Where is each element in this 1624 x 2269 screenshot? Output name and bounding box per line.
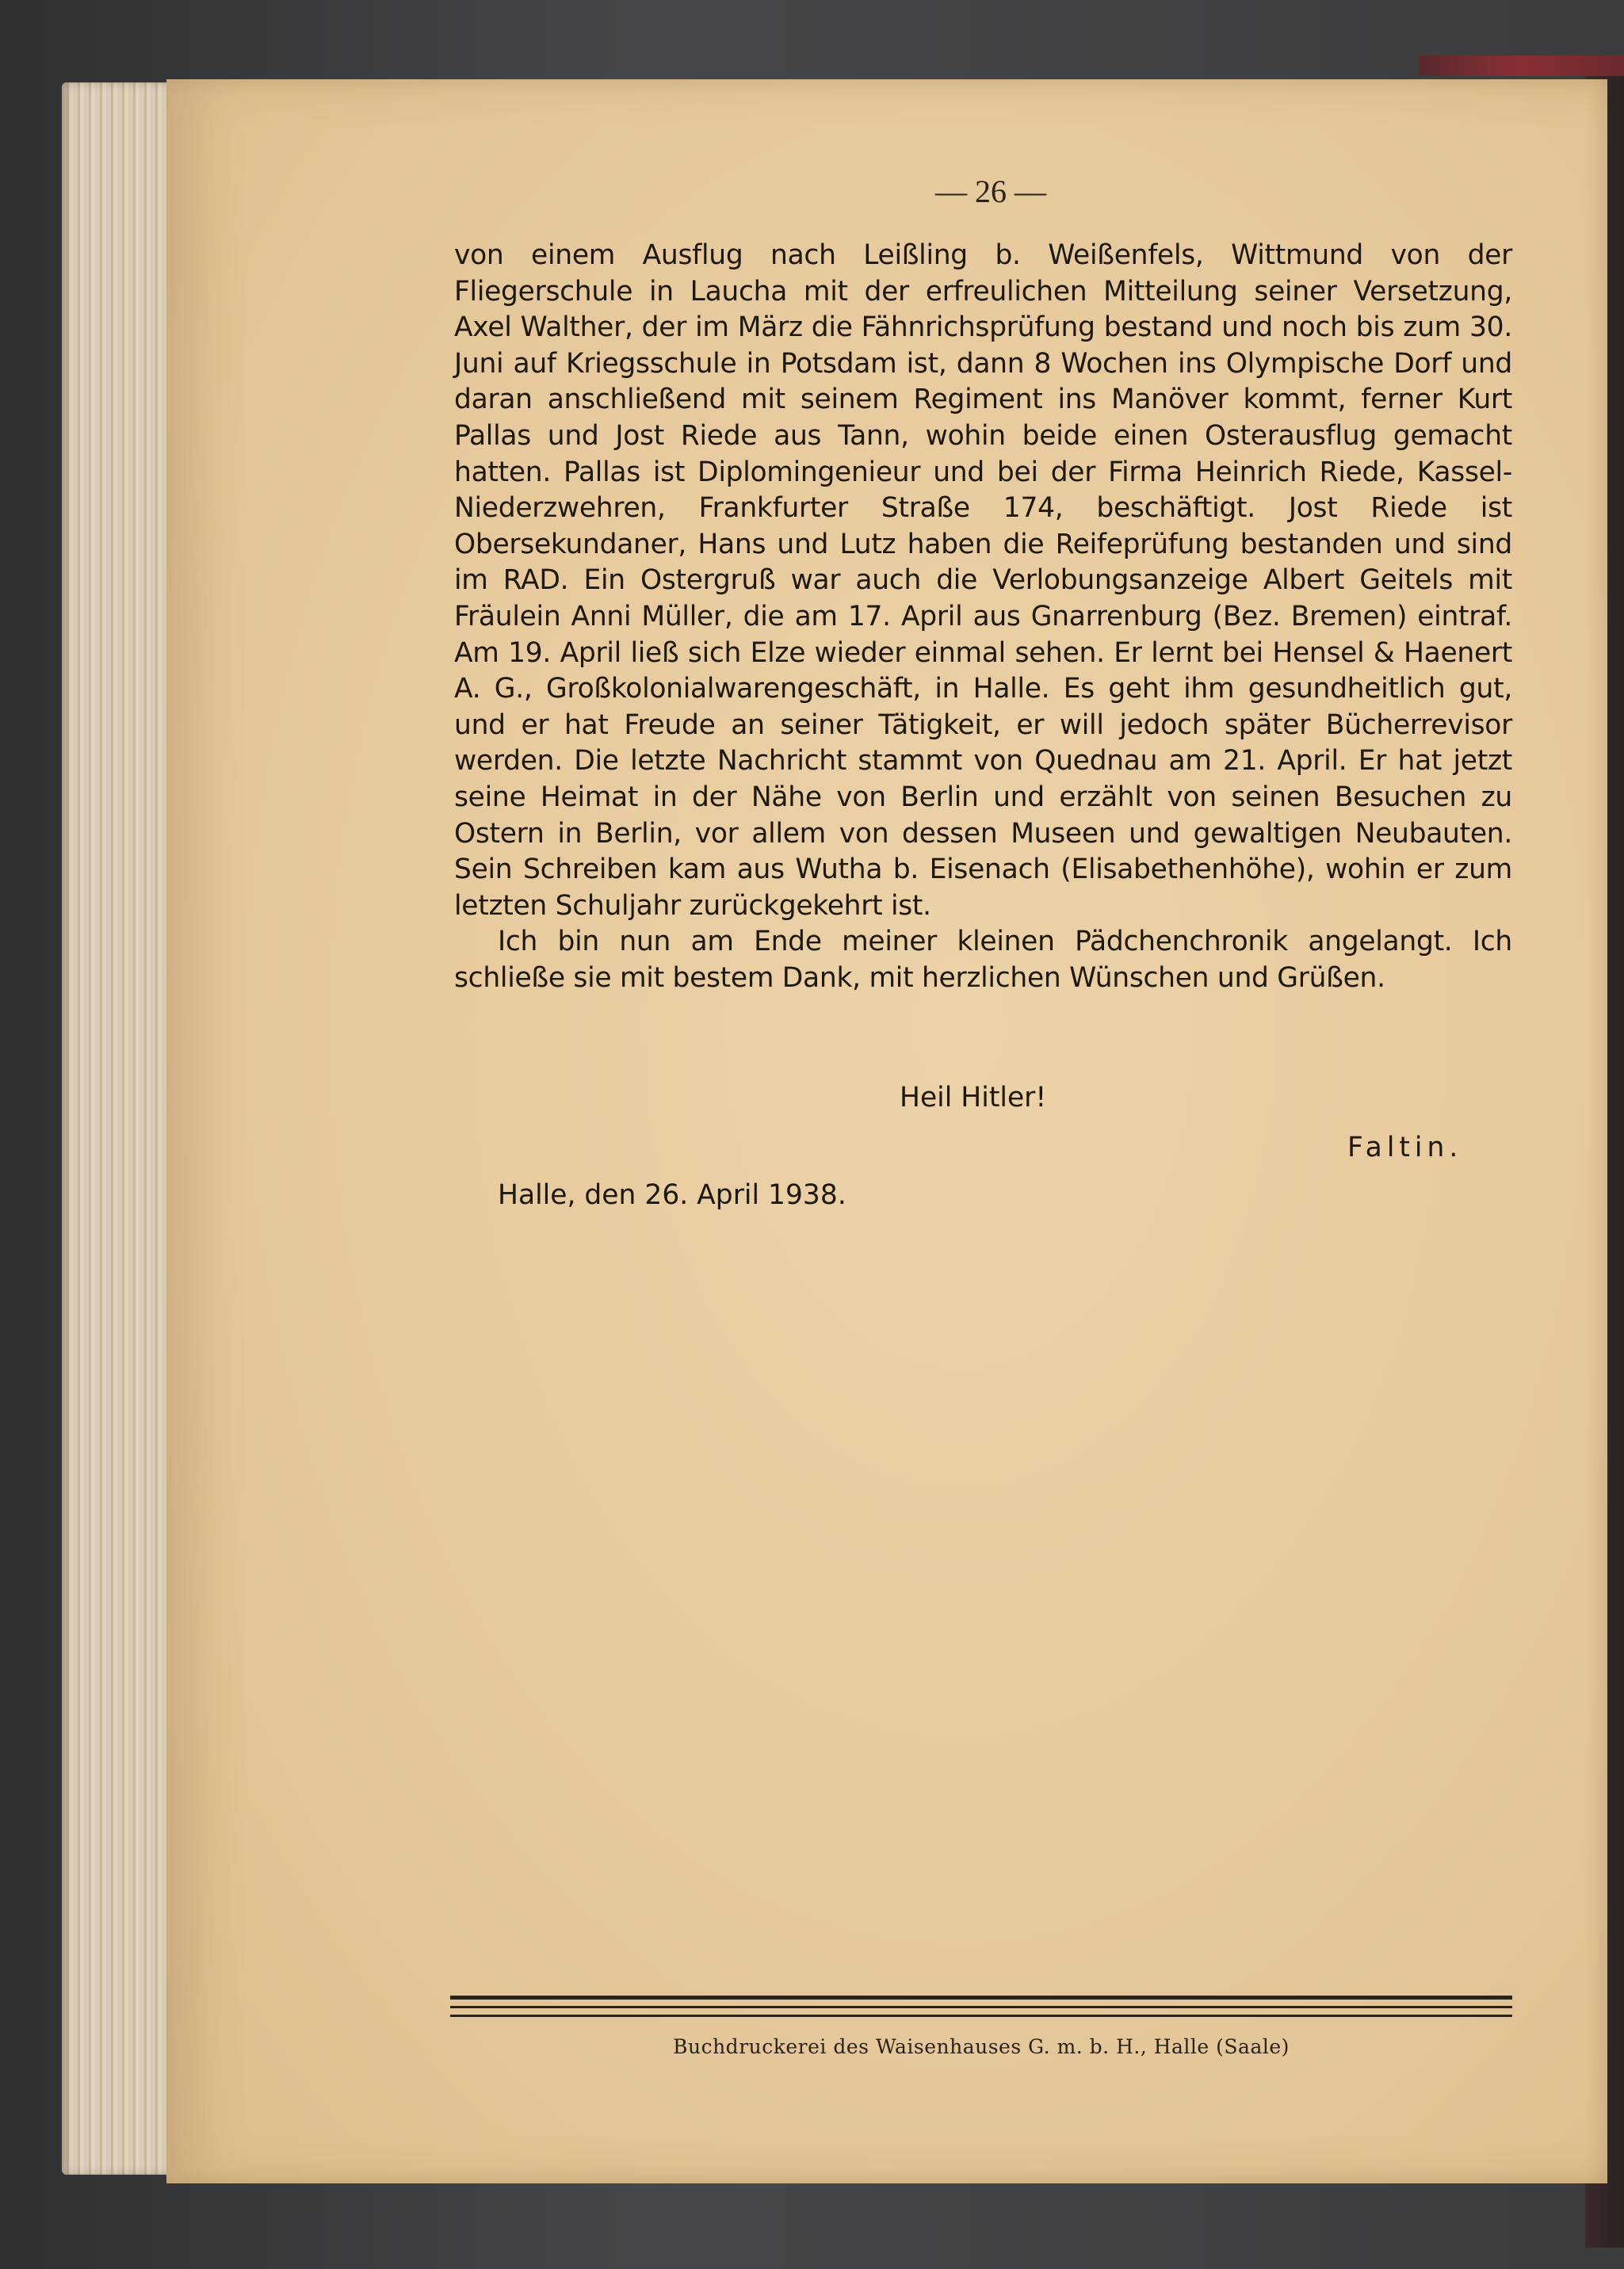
printer-imprint: Buchdruckerei des Waisenhauses G. m. b. H., Halle (Saale) [673,2035,1290,2058]
body-text [454,238,1512,996]
author-signature: Faltin. [1347,1132,1463,1163]
paragraph-closing: Ich bin nun am Ende meiner kleinen Pädchenchronik angelangt. Ich schließe sie mit bestem Dank, mit herzlichen Wünschen und Grüßen. [454,926,1512,994]
closing-greeting: Heil Hitler! [900,1082,1047,1113]
footer-rule-thick [450,1996,1512,2000]
footer-rule-thin [450,2015,1512,2017]
page-number: — 26 — [935,174,1046,209]
paragraph-chronicle: von einem Ausflug nach Leißling b. Weißenfels, Wittmund von der Fliegerschule in Laucha mit der erfreulichen Mitteilung seiner Versetzung, Axel Walther, der im März die Fähnrichsprüfung bestand und noch bis zum 30. Juni auf Kriegsschule in Potsdam ist, dann 8 Wochen ins Olympische Dorf und daran anschließend mit seinem Regiment ins Manöver kommt, ferner Kurt Pallas und Jost Riede aus Tann, wohin beide einen Osterausflug gemacht hatten. Pallas ist Diplomingenieur und bei der Firma Heinrich Riede, Kassel-Niederzwehren, Frankfurter Straße 174, beschäftigt. Jost Riede ist Obersekundaner, Hans und Lutz haben die Reifeprüfung bestanden und sind im RAD. Ein Ostergruß war auch die Verlobungsanzeige Albert Geitels mit Fräulein Anni Müller, die am 17. April aus Gnarrenburg (Bez. Bremen) eintraf. Am 19. April ließ sich Elze wieder einmal sehen. Er lernt bei Hensel & Haenert A. G., Großkolonialwarengeschäft, in Halle. Es geht ihm gesundheitlich gut, und er hat Freude an seiner Tätigkeit, er will jedoch später Bücherrevisor werden. Die letzte Nachricht stammt von Quednau am 21. April. Er hat jetzt seine Heimat in der Nähe von Berlin und erzählt von seinen Besuchen zu Ostern in Berlin, vor allem von dessen Museen und gewaltigen Neubauten. Sein Schreiben kam aus Wutha b. Eisenach (Elisabethenhöhe), wohin er zum letzten Schuljahr zurückgekehrt ist. [454,239,1512,922]
footer-rule-thin [450,2006,1512,2008]
place-date: Halle, den 26. April 1938. [498,1179,846,1211]
book-headband [1419,55,1624,76]
footer-rules [450,1996,1512,2023]
